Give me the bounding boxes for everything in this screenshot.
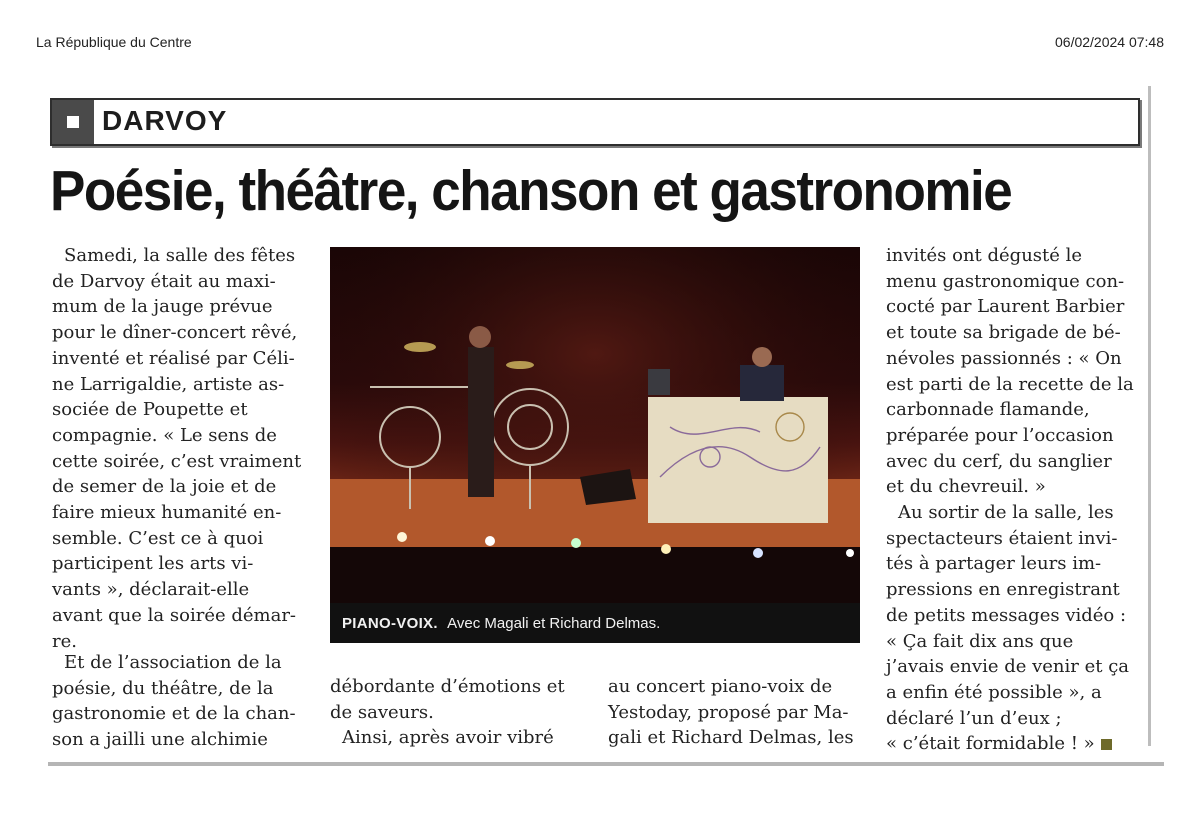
- text-line: névoles passionnés : « On: [886, 347, 1122, 369]
- column-1-paragraph-2: [52, 650, 304, 753]
- text-line: semble. C’est ce à quoi: [52, 527, 264, 549]
- text-line: Yestoday, proposé par Ma-: [608, 701, 849, 723]
- text-line: inventé et réalisé par Céli-: [52, 347, 295, 369]
- text-line: faire mieux humanité en-: [52, 502, 282, 524]
- text-line: vants », déclarait-elle: [52, 579, 250, 601]
- text-line: carbonnade flamande,: [886, 399, 1090, 421]
- text-line: spectacteurs étaient invi-: [886, 527, 1118, 549]
- text-line: re.: [52, 630, 77, 652]
- text-line: avant que la soirée démar-: [52, 604, 297, 626]
- source-name: La République du Centre: [36, 34, 192, 50]
- caption-label: PIANO-VOIX.: [342, 614, 438, 632]
- text-line: au concert piano-voix de: [608, 676, 833, 697]
- article-headline: Poésie, théâtre, chanson et gastronomie: [50, 159, 1012, 223]
- text-line: sociée de Poupette et: [52, 399, 248, 421]
- text-line: est parti de la recette de la: [886, 373, 1134, 395]
- column-2: [330, 674, 584, 751]
- bottom-rule: [48, 762, 1164, 766]
- print-datetime: 06/02/2024 07:48: [1055, 34, 1164, 50]
- text-line: gali et Richard Delmas, les: [608, 727, 854, 749]
- column-1: [52, 243, 304, 654]
- text-line: pressions en enregistrant: [886, 579, 1120, 601]
- text-line: Au sortir de la salle, les: [898, 502, 1114, 524]
- text-line: et du chevreuil. »: [886, 476, 1046, 498]
- text-line: j’avais envie de venir et ça: [886, 656, 1130, 678]
- text-line: pour le dîner-concert rêvé,: [52, 322, 298, 344]
- rubric-label: DARVOY: [102, 105, 228, 136]
- text-line: de petits messages vidéo :: [886, 604, 1127, 626]
- text-line: son a jailli une alchimie: [52, 729, 268, 751]
- column-rule: [1148, 86, 1151, 746]
- text-line: Ainsi, après avoir vibré: [342, 727, 554, 749]
- text-line: gastronomie et de la chan-: [52, 703, 296, 725]
- text-line: de saveurs.: [330, 701, 434, 723]
- text-line: débordante d’émotions et: [330, 676, 565, 697]
- text-line: menu gastronomique con-: [886, 270, 1125, 292]
- text-line: avec du cerf, du sanglier: [886, 450, 1112, 472]
- text-line: « c’était formidable ! »: [886, 731, 1140, 757]
- text-line: poésie, du théâtre, de la: [52, 677, 274, 699]
- concert-photo: [330, 247, 860, 603]
- text-line: mum de la jauge prévue: [52, 296, 273, 318]
- text-line: Samedi, la salle des fêtes: [64, 245, 296, 266]
- column-4: [886, 243, 1140, 757]
- caption-text: Avec Magali et Richard Delmas.: [447, 614, 661, 632]
- text-line: déclaré l’un d’eux ;: [886, 707, 1062, 729]
- text-line: tés à partager leurs im-: [886, 553, 1102, 575]
- text-line: cocté par Laurent Barbier: [886, 296, 1125, 318]
- text-line: participent les arts vi-: [52, 553, 254, 575]
- rubric-banner: [50, 98, 1140, 146]
- text-line: « Ça fait dix ans que: [886, 630, 1074, 652]
- text-line: préparée pour l’occasion: [886, 424, 1114, 446]
- end-of-article-mark-icon: [1101, 739, 1112, 750]
- text-line: et toute sa brigade de bé-: [886, 322, 1121, 344]
- text-line: ne Larrigaldie, artiste as-: [52, 373, 285, 395]
- photo-caption: [330, 603, 860, 643]
- text-line: Et de l’association de la: [64, 652, 282, 673]
- square-bullet-icon: [52, 100, 94, 144]
- text-line: de semer de la joie et de: [52, 476, 277, 498]
- text-line: compagnie. « Le sens de: [52, 424, 277, 446]
- text-line: a enfin été possible », a: [886, 681, 1102, 703]
- text-line: invités ont dégusté le: [886, 245, 1083, 266]
- column-3: [608, 674, 862, 751]
- text-line: de Darvoy était au maxi-: [52, 270, 276, 292]
- text-line: cette soirée, c’est vraiment: [52, 450, 302, 472]
